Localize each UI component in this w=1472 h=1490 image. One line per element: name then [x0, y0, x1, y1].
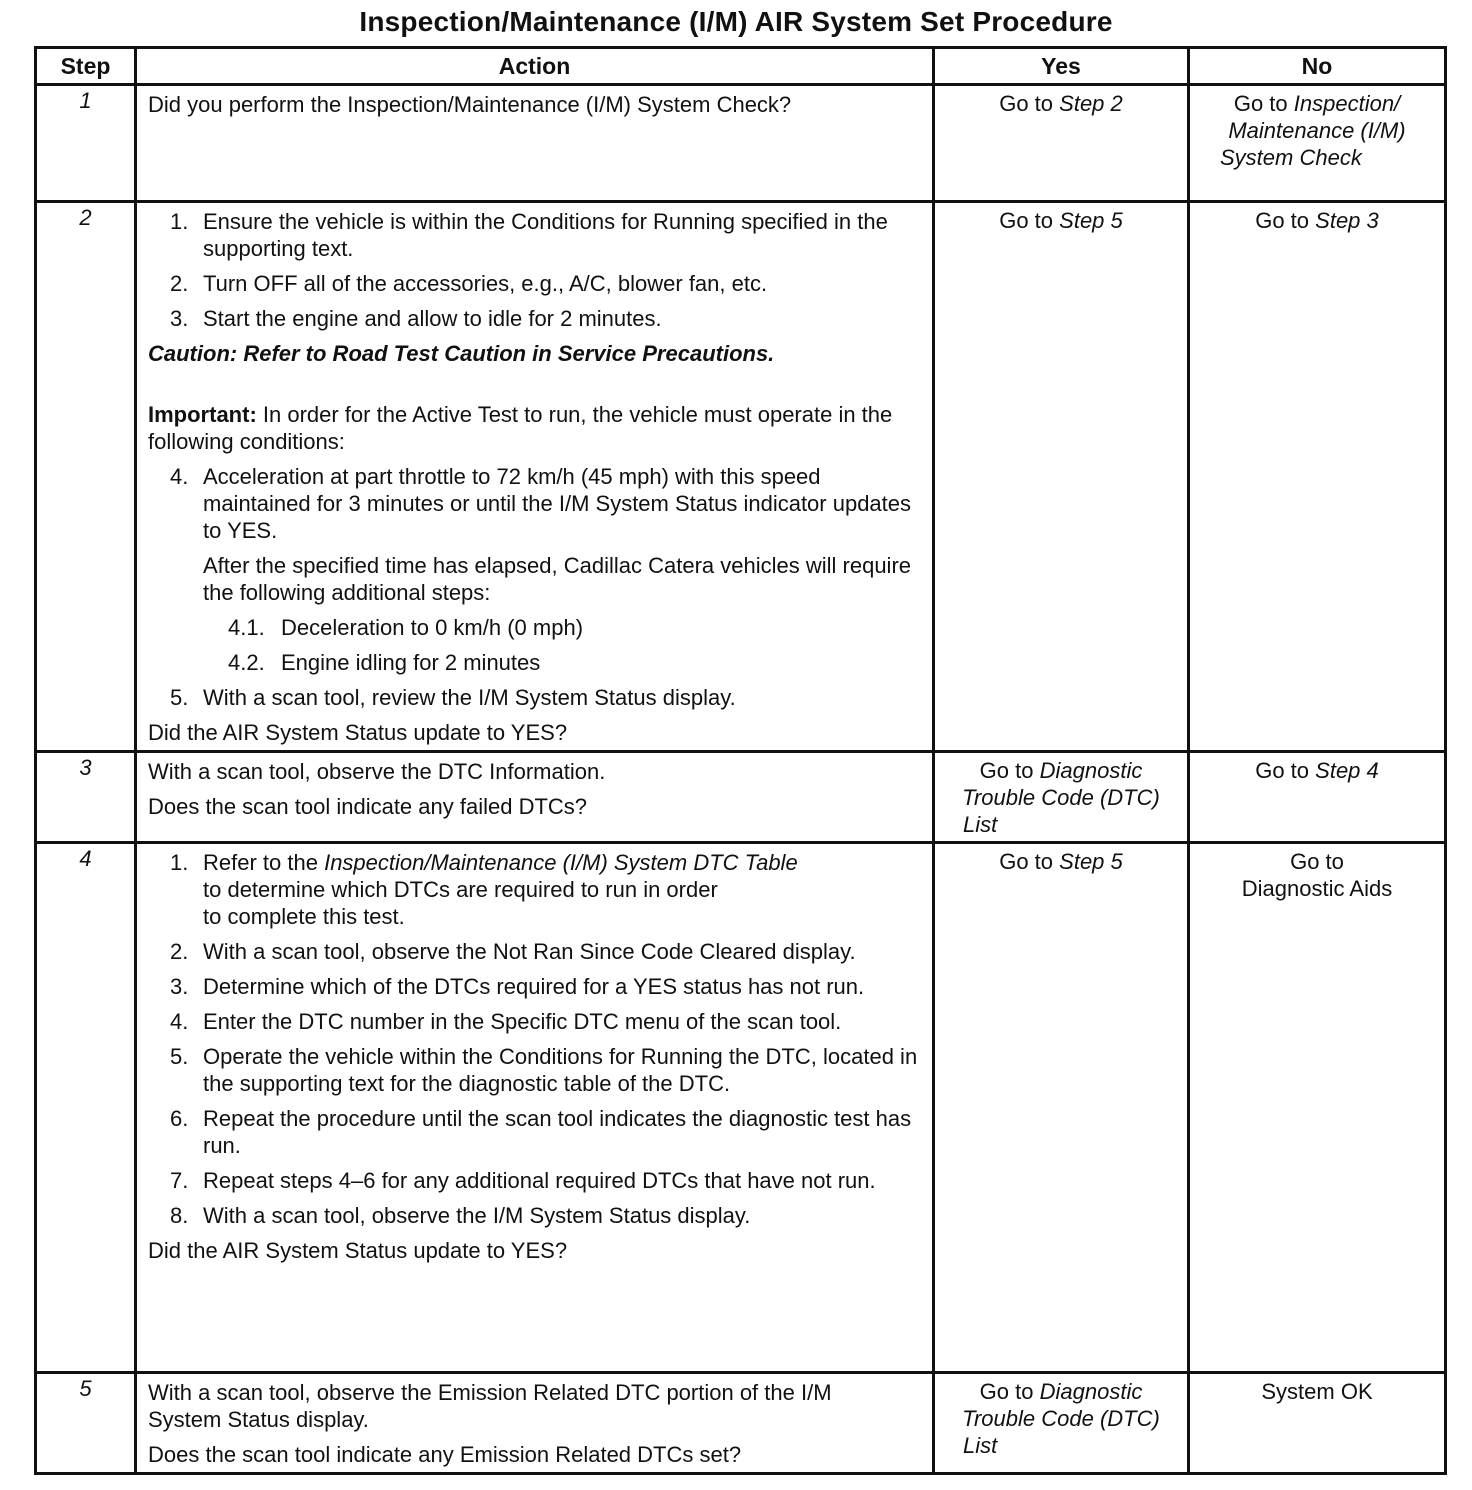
action-question: Does the scan tool indicate any Emission Related DTCs set? [148, 1442, 742, 1467]
important-note: Important: In order for the Active Test to run, the vehicle must operate in the following conditions: [148, 402, 893, 454]
yes-cell [934, 843, 1189, 1373]
yes-prefix: Go to [999, 849, 1054, 874]
step-number: 5 [36, 1373, 136, 1474]
list-item: 5. Operate the vehicle within the Conditions for Running the DTC, located in the supporting text for the diagnostic table of the DTC. [170, 1044, 918, 1096]
action-question: Did the AIR System Status update to YES? [148, 720, 568, 745]
table-row [36, 85, 1446, 202]
yes-cell [934, 1373, 1189, 1474]
no-link[interactable]: System Check [1220, 145, 1362, 170]
no-link[interactable]: Step 3 [1315, 208, 1379, 233]
yes-link[interactable]: Step 2 [1059, 91, 1123, 116]
sub-list-item: 4.2. Engine idling for 2 minutes [228, 650, 541, 675]
yes-link[interactable]: Step 5 [1059, 208, 1123, 233]
list-item: 7. Repeat steps 4–6 for any additional required DTCs that have not run. [170, 1168, 876, 1193]
table-row [36, 202, 1446, 752]
item-note: After the specified time has elapsed, Cadillac Catera vehicles will require the following additional steps: [203, 553, 912, 605]
yes-link[interactable]: List [963, 1433, 998, 1458]
no-link[interactable]: Inspection/ [1293, 91, 1401, 116]
table-row [36, 843, 1446, 1373]
header-action: Action [136, 48, 934, 85]
no-cell [1189, 1373, 1446, 1474]
yes-prefix: Go to [979, 1379, 1034, 1404]
step-number: 1 [36, 85, 136, 202]
table-row [36, 752, 1446, 843]
list-item: 1. Refer to the Inspection/Maintenance (I/M) System DTC Table to determine which DTCs are required to run in order to complete this test. [170, 850, 798, 929]
yes-cell [934, 202, 1189, 752]
action-question: Did you perform the Inspection/Maintenance (I/M) System Check? [148, 92, 792, 117]
step-number: 4 [36, 843, 136, 1373]
list-item: 6. Repeat the procedure until the scan tool indicates the diagnostic test has run. [170, 1106, 912, 1158]
sub-list-item: 4.1. Deceleration to 0 km/h (0 mph) [228, 615, 584, 640]
action-cell [136, 85, 934, 202]
yes-cell [934, 752, 1189, 843]
list-item: 3. Determine which of the DTCs required for a YES status has not run. [170, 974, 865, 999]
list-item: 2. With a scan tool, observe the Not Ran Since Code Cleared display. [170, 939, 856, 964]
no-prefix: Go to [1233, 91, 1288, 116]
yes-cell [934, 85, 1189, 202]
list-item: 4. Acceleration at part throttle to 72 km/h (45 mph) with this speed maintained for 3 minutes or until the I/M System Status indicator updates to YES. After the specified time has elapsed, Cadillac Catera vehicles will require the following additional steps: 4.1. Deceleration to 0 km/h (0 mph) 4.2. Engine idling for 2 minutes [148, 463, 922, 676]
no-cell [1189, 202, 1446, 752]
list-item: 3. Start the engine and allow to idle for 2 minutes. [170, 306, 662, 331]
action-cell [136, 752, 934, 843]
action-question: Does the scan tool indicate any failed DTCs? [148, 794, 588, 819]
action-text: With a scan tool, observe the Emission Related DTC portion of the I/M System Status display. [148, 1380, 832, 1432]
procedure-table [34, 46, 1447, 1475]
header-yes: Yes [934, 48, 1189, 85]
yes-prefix: Go to [979, 758, 1034, 783]
no-prefix: Go to [1290, 849, 1344, 874]
list-item: 4. Enter the DTC number in the Specific DTC menu of the scan tool. [170, 1009, 842, 1034]
list-item: 2. Turn OFF all of the accessories, e.g., A/C, blower fan, etc. [170, 271, 768, 296]
yes-link[interactable]: Diagnostic [1039, 1379, 1143, 1404]
header-row [36, 48, 1446, 85]
header-step: Step [36, 48, 136, 85]
yes-link[interactable]: List [963, 812, 998, 837]
yes-prefix: Go to [999, 91, 1054, 116]
table-row [36, 1373, 1446, 1474]
yes-prefix: Go to [999, 208, 1054, 233]
no-link[interactable]: Maintenance (I/M) [1228, 118, 1406, 143]
step-number: 2 [36, 202, 136, 752]
list-item: 8. With a scan tool, observe the I/M System Status display. [170, 1203, 751, 1228]
list-item: 5. With a scan tool, review the I/M System Status display. [170, 685, 736, 710]
yes-link[interactable]: Diagnostic [1039, 758, 1143, 783]
action-cell [136, 843, 934, 1373]
action-cell [136, 1373, 934, 1474]
list-item: 1. Ensure the vehicle is within the Conditions for Running specified in the supporting text. [170, 209, 888, 261]
header-no: No [1189, 48, 1446, 85]
yes-link[interactable]: Trouble Code (DTC) [962, 785, 1160, 810]
no-cell [1189, 85, 1446, 202]
step-number: 3 [36, 752, 136, 843]
action-cell [136, 202, 934, 752]
no-prefix: Go to [1255, 758, 1310, 783]
action-text: With a scan tool, observe the DTC Information. [148, 759, 606, 784]
no-cell [1189, 843, 1446, 1373]
no-result: System OK [1261, 1379, 1373, 1404]
no-cell [1189, 752, 1446, 843]
yes-link[interactable]: Trouble Code (DTC) [962, 1406, 1160, 1431]
caution-note: Caution: Refer to Road Test Caution in Service Precautions. [148, 341, 775, 366]
no-link[interactable]: Diagnostic Aids [1241, 876, 1393, 901]
action-question: Did the AIR System Status update to YES? [148, 1238, 568, 1263]
table-reference-link[interactable]: Inspection/Maintenance (I/M) System DTC Table [324, 850, 798, 875]
page-title: Inspection/Maintenance (I/M) AIR System Set Procedure [359, 6, 1113, 37]
yes-link[interactable]: Step 5 [1059, 849, 1123, 874]
no-link[interactable]: Step 4 [1315, 758, 1379, 783]
no-prefix: Go to [1255, 208, 1310, 233]
